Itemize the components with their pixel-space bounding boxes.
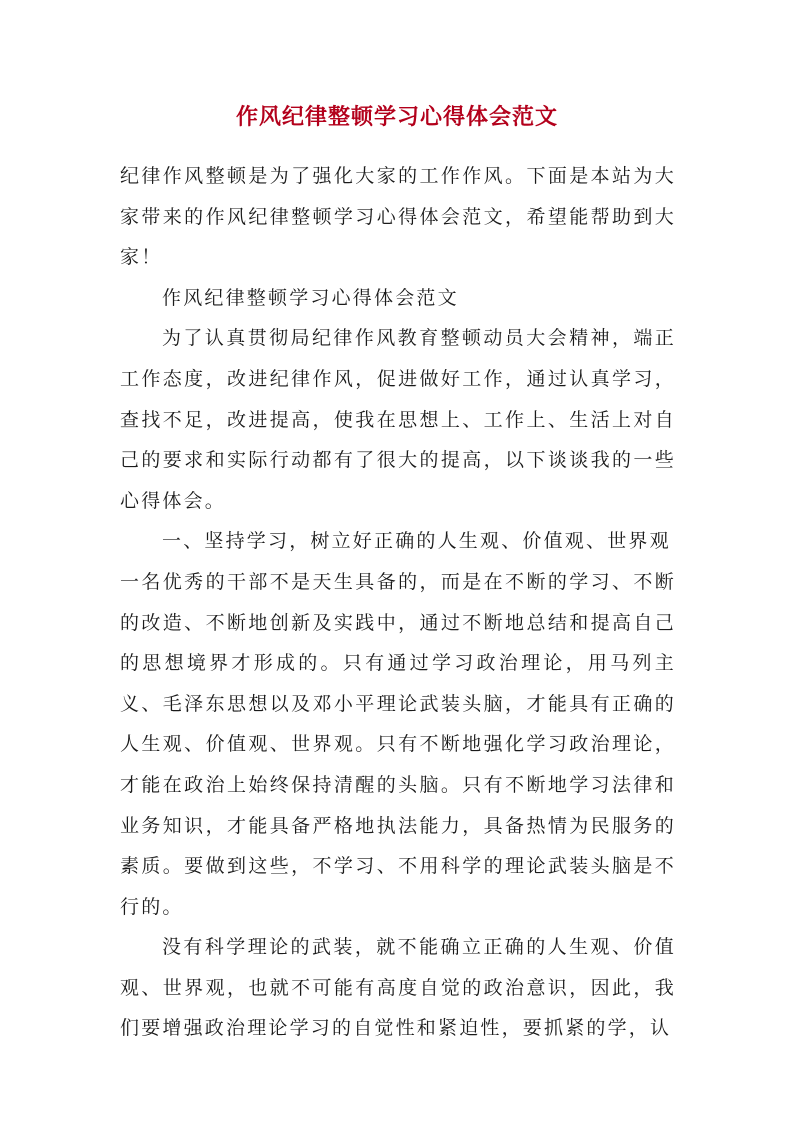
body-paragraph: 一名优秀的干部不是天生具备的，而是在不断的学习、不断的改造、不断地创新及实践中，通过不断地总结和提高自己的思想境界才形成的。只有通过学习政治理论，用马列主义、毛泽东思想以及邓小平理论武装头脑，才能具有正确的人生观、价值观、世界观。只有不断地强化学习政治理论，才能在政治上始终保持清醒的头脑。只有不断地学习法律和业务知识，才能具备严格地执法能力，具备热情为民服务的素质。要做到这些，不学习、不用科学的理论武装头脑是不行的。 (120, 570, 676, 918)
document-body (120, 156, 676, 1049)
document-title: 作风纪律整顿学习心得体会范文 (235, 104, 558, 130)
body-paragraph: 没有科学理论的武装，就不能确立正确的人生观、价值观、世界观，也就不可能有高度自觉的政治意识，因此，我们要增强政治理论学习的自觉性和紧迫性，要抓紧的学，认 (120, 936, 676, 1040)
section-subtitle: 作风纪律整顿学习心得体会范文 (162, 286, 459, 309)
intro-paragraph: 纪律作风整顿是为了强化大家的工作作风。下面是本站为大家带来的作风纪律整顿学习心得体会范文，希望能帮助到大家！ (120, 165, 676, 269)
section-heading: 一、坚持学习，树立好正确的人生观、价值观、世界观 (162, 530, 671, 553)
body-paragraph: 为了认真贯彻局纪律作风教育整顿动员大会精神，端正工作态度，改进纪律作风，促进做好工作，通过认真学习，查找不足，改进提高，使我在思想上、工作上、生活上对自己的要求和实际行动都有了很大的提高，以下谈谈我的一些心得体会。 (120, 327, 676, 512)
